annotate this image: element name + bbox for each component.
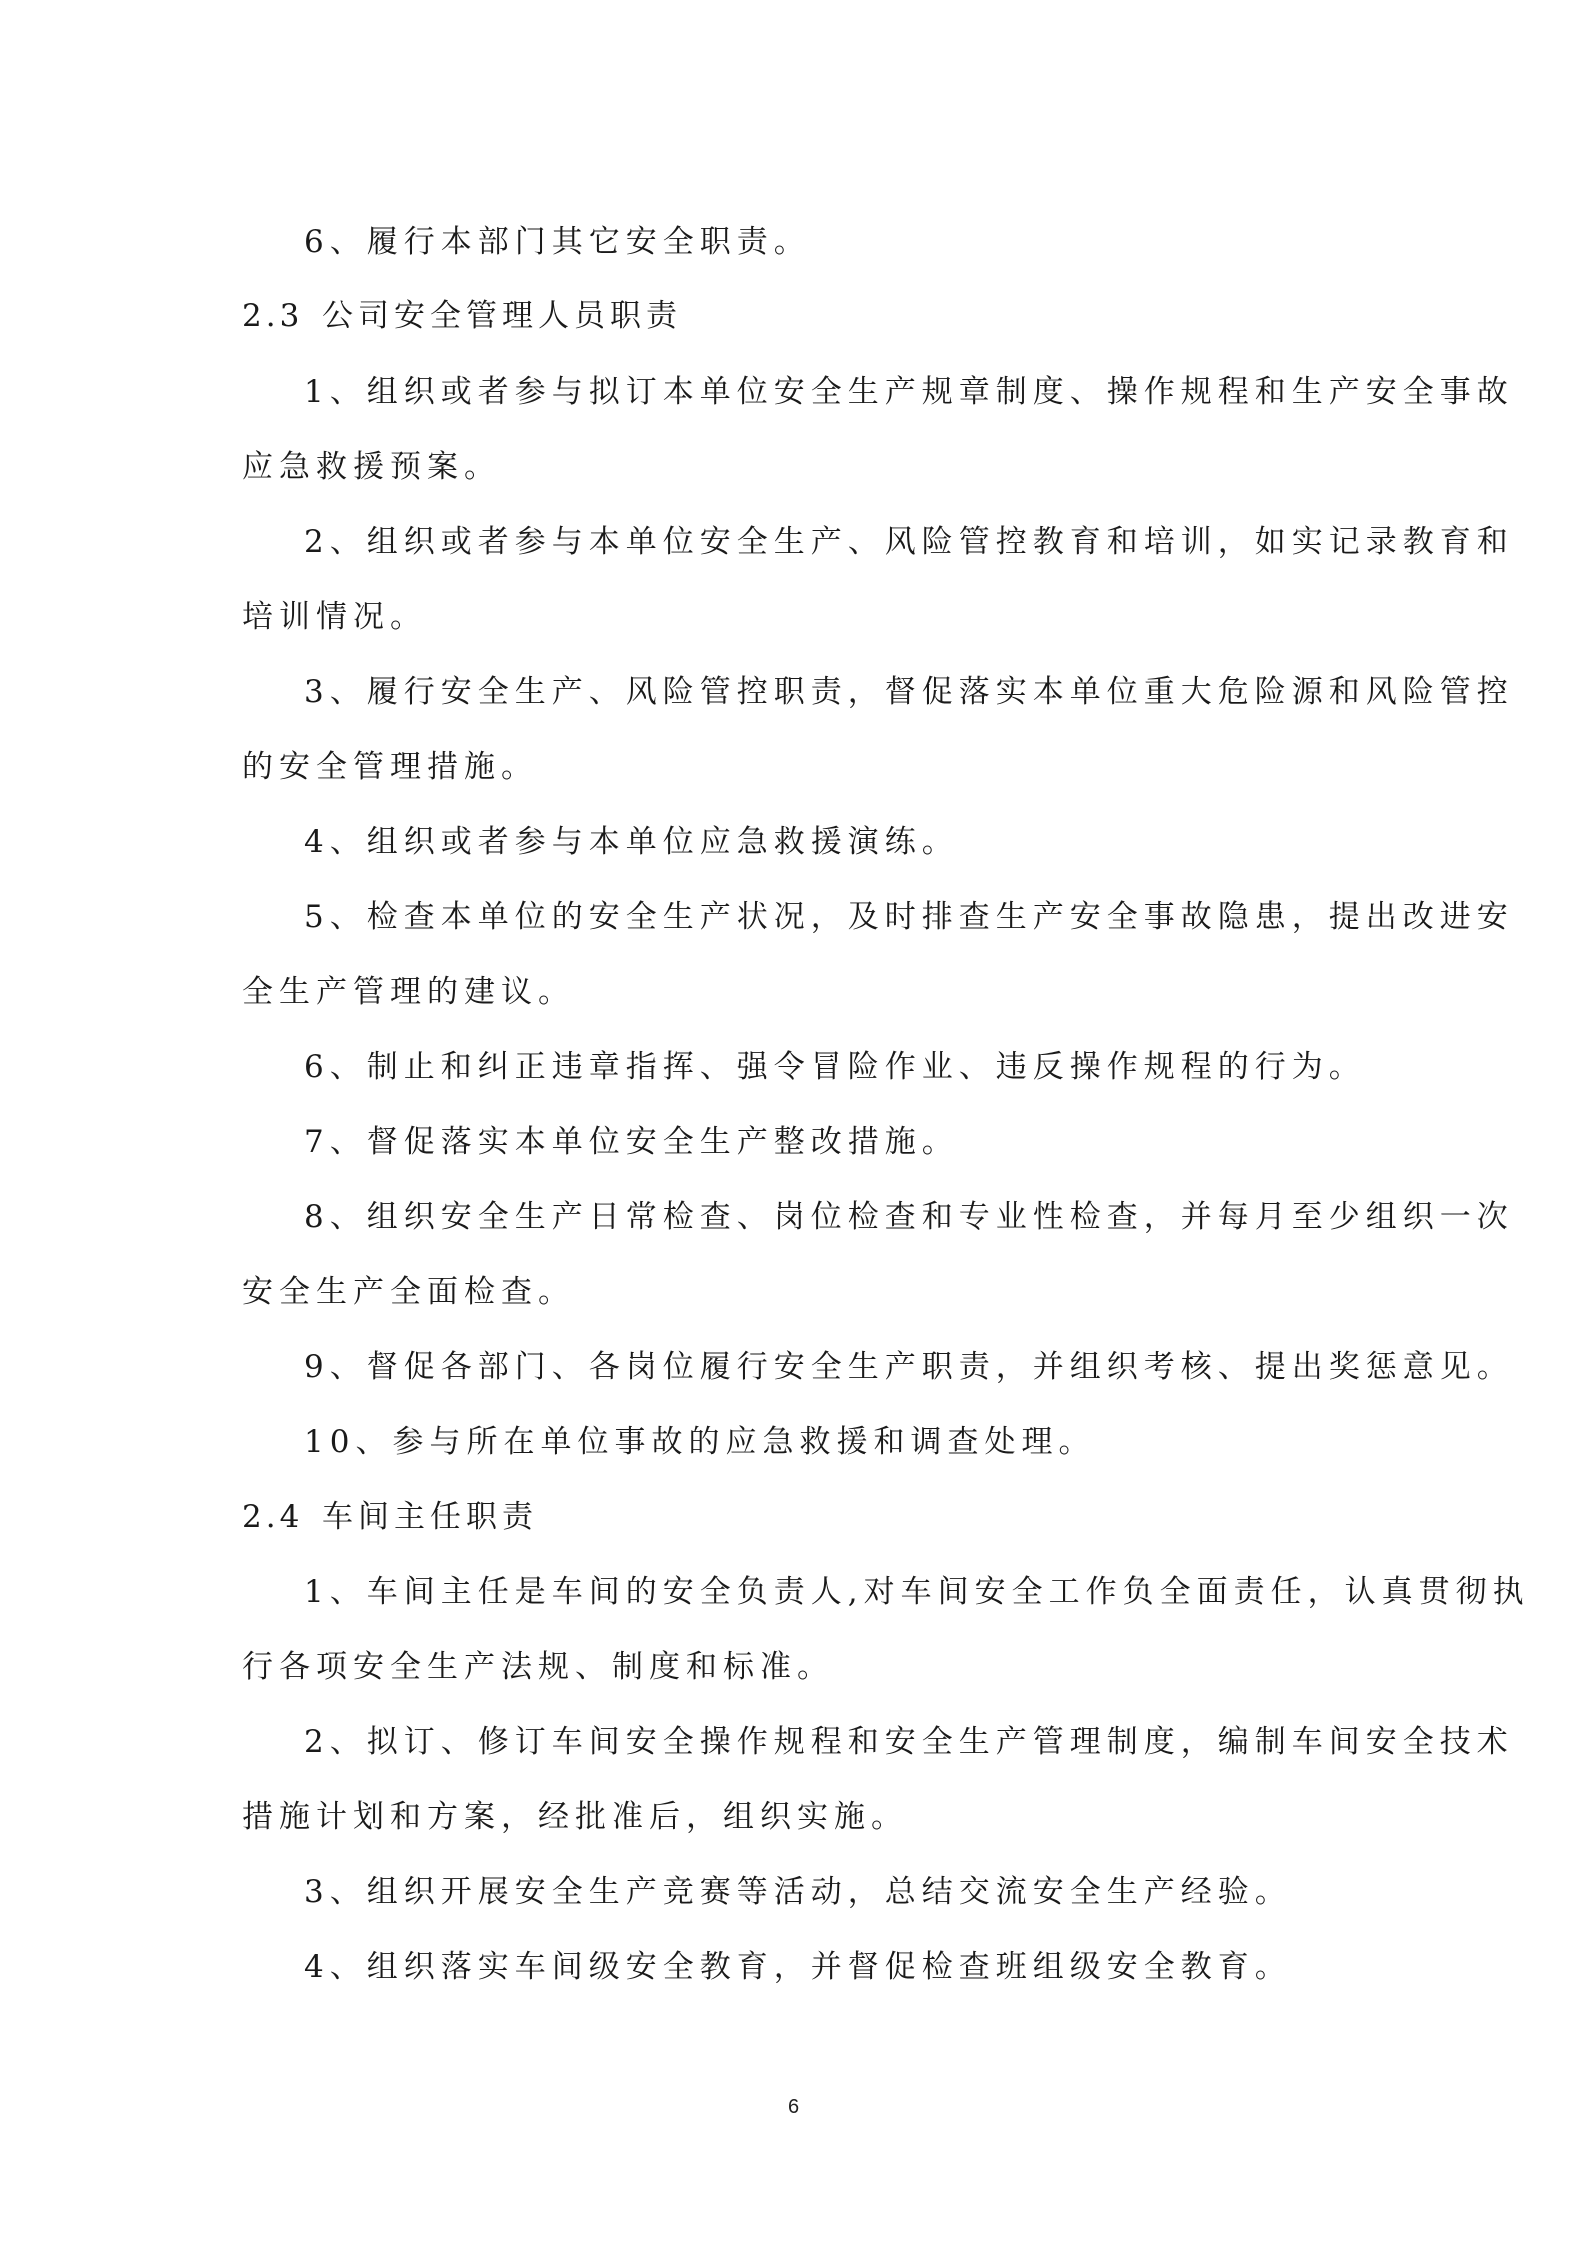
paragraph-line: 6、履行本部门其它安全职责。 [304, 224, 811, 260]
paragraph-line: 2、拟订、修订车间安全操作规程和安全生产管理制度，编制车间安全技术 [304, 1724, 1514, 1760]
section-number: 2.4 [242, 1499, 304, 1535]
section-heading-2-4 [242, 1497, 1352, 1537]
paragraph-line: 10、参与所在单位事故的应急救援和调查处理。 [304, 1424, 1096, 1460]
section-title: 公司安全管理人员职责 [322, 298, 682, 334]
paragraph-line: 6、制止和纠正违章指挥、强令冒险作业、违反操作规程的行为。 [304, 1049, 1366, 1085]
paragraph-line: 8、组织安全生产日常检查、岗位检查和专业性检查，并每月至少组织一次 [304, 1199, 1514, 1235]
paragraph-line: 1、车间主任是车间的安全负责人,对车间安全工作负全面责任，认真贯彻执 [304, 1574, 1530, 1610]
section-title: 车间主任职责 [322, 1499, 538, 1535]
paragraph-line: 5、检查本单位的安全生产状况，及时排查生产安全事故隐患，提出改进安 [304, 899, 1514, 935]
paragraph-line: 全生产管理的建议。 [242, 974, 575, 1010]
section-heading-2-3 [242, 296, 1352, 336]
paragraph-line: 培训情况。 [242, 599, 427, 635]
paragraph-line: 安全生产全面检查。 [242, 1274, 575, 1310]
paragraph-line: 措施计划和方案，经批准后，组织实施。 [242, 1799, 908, 1835]
paragraph-line: 3、履行安全生产、风险管控职责，督促落实本单位重大危险源和风险管控 [304, 674, 1514, 710]
paragraph-line: 1、组织或者参与拟订本单位安全生产规章制度、操作规程和生产安全事故 [304, 374, 1514, 410]
paragraph-line: 的安全管理措施。 [242, 749, 538, 785]
paragraph-line: 4、组织或者参与本单位应急救援演练。 [304, 824, 959, 860]
paragraph-line: 9、督促各部门、各岗位履行安全生产职责，并组织考核、提出奖惩意见。 [304, 1349, 1514, 1385]
paragraph-line: 4、组织落实车间级安全教育，并督促检查班组级安全教育。 [304, 1949, 1292, 1985]
paragraph-line: 7、督促落实本单位安全生产整改措施。 [304, 1124, 959, 1160]
page-number: 6 [787, 2096, 800, 2118]
paragraph-line: 3、组织开展安全生产竞赛等活动，总结交流安全生产经验。 [304, 1874, 1292, 1910]
paragraph-line: 行各项安全生产法规、制度和标准。 [242, 1649, 834, 1685]
section-number: 2.3 [242, 298, 304, 334]
paragraph-line: 应急救援预案。 [242, 449, 501, 485]
paragraph-line: 2、组织或者参与本单位安全生产、风险管控教育和培训，如实记录教育和 [304, 524, 1514, 560]
